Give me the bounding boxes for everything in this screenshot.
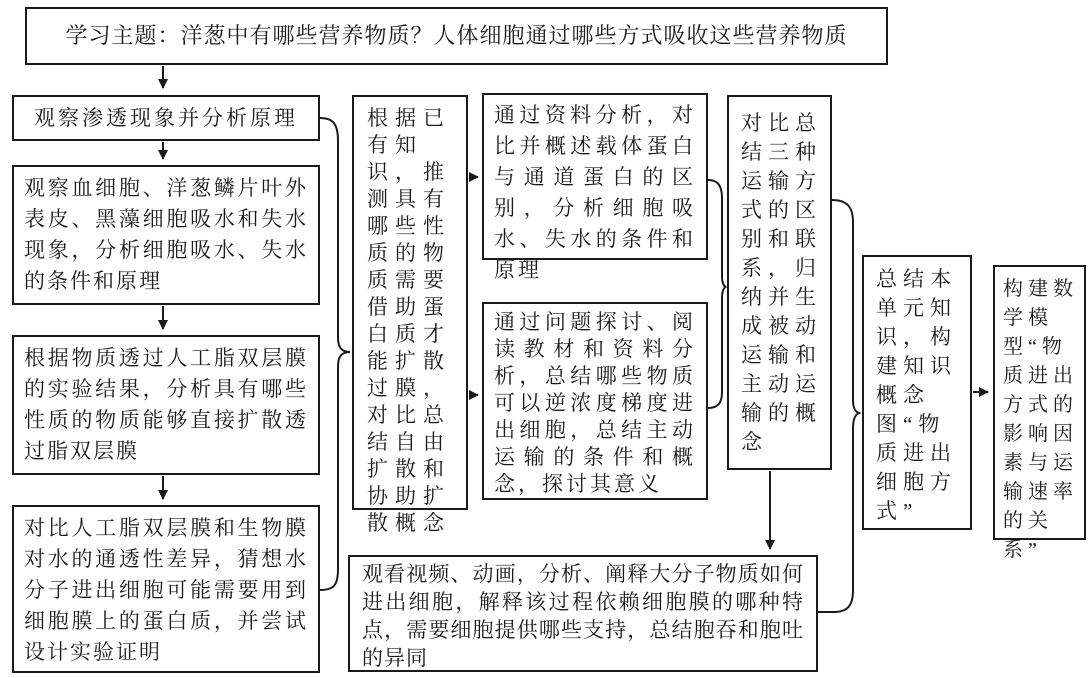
learning-topic-title (25, 7, 888, 65)
node-active-transport: 通过问题探讨、阅读教材和资料分析，总结哪些物质可以逆浓度梯度进出细胞，总结主动运输的条件和概念，探讨其意义 (482, 302, 708, 500)
node-observe-osmosis-text: 观察渗透现象并分析原理 (34, 106, 298, 130)
brace-right-pair-to-compare-three (708, 180, 727, 408)
node-lipid-bilayer-experiment: 根据物质透过人工脂双层膜的实验结果，分析具有哪些性质的物质能够直接扩散透过脂双层膜 (12, 335, 320, 475)
node-observe-osmosis (12, 95, 320, 141)
node-math-model: 构建数学模型“物质进出方式的影响因素与运输速率的关系” (993, 265, 1086, 540)
node-compare-membranes: 对比人工脂双层膜和生物膜对水的通透性差异，猜想水分子进出细胞可能需要用到细胞膜上的蛋白质，并尝试设计实验证明 (12, 505, 320, 673)
brace-left-column-to-infer (320, 118, 350, 590)
node-unit-summary-concept-map: 总结本单元知识，构建知识概念图“物质进出细胞方式” (862, 255, 972, 530)
node-endocytosis-exocytosis: 观看视频、动画，分析、阐释大分子物质如何进出细胞，解释该过程依赖细胞膜的哪种特点，需要细胞提供哪些支持，总结胞吞和胞吐的异同 (348, 555, 818, 672)
node-compare-three-transports: 对比总结三种运输方式的区别和联系，归纳并生成被动运输和主动运输的概念 (727, 95, 832, 470)
node-observe-cells: 观察血细胞、洋葱鳞片叶外表皮、黑藻细胞吸水和失水现象，分析细胞吸水、失水的条件和原理 (12, 165, 320, 305)
node-carrier-vs-channel: 通过资料分析，对比并概述载体蛋白与通道蛋白的区别，分析细胞吸水、失水的条件和原理 (482, 93, 708, 260)
learning-topic-text: 学习主题：洋葱中有哪些营养物质？人体细胞通过哪些方式吸收这些营养物质 (65, 23, 848, 48)
node-infer-protein-diffusion: 根据已有知识，推测具有哪些性质的物质需要借助蛋白质才能扩散过膜，对比总结自由扩散和协助扩散概念 (352, 95, 468, 510)
